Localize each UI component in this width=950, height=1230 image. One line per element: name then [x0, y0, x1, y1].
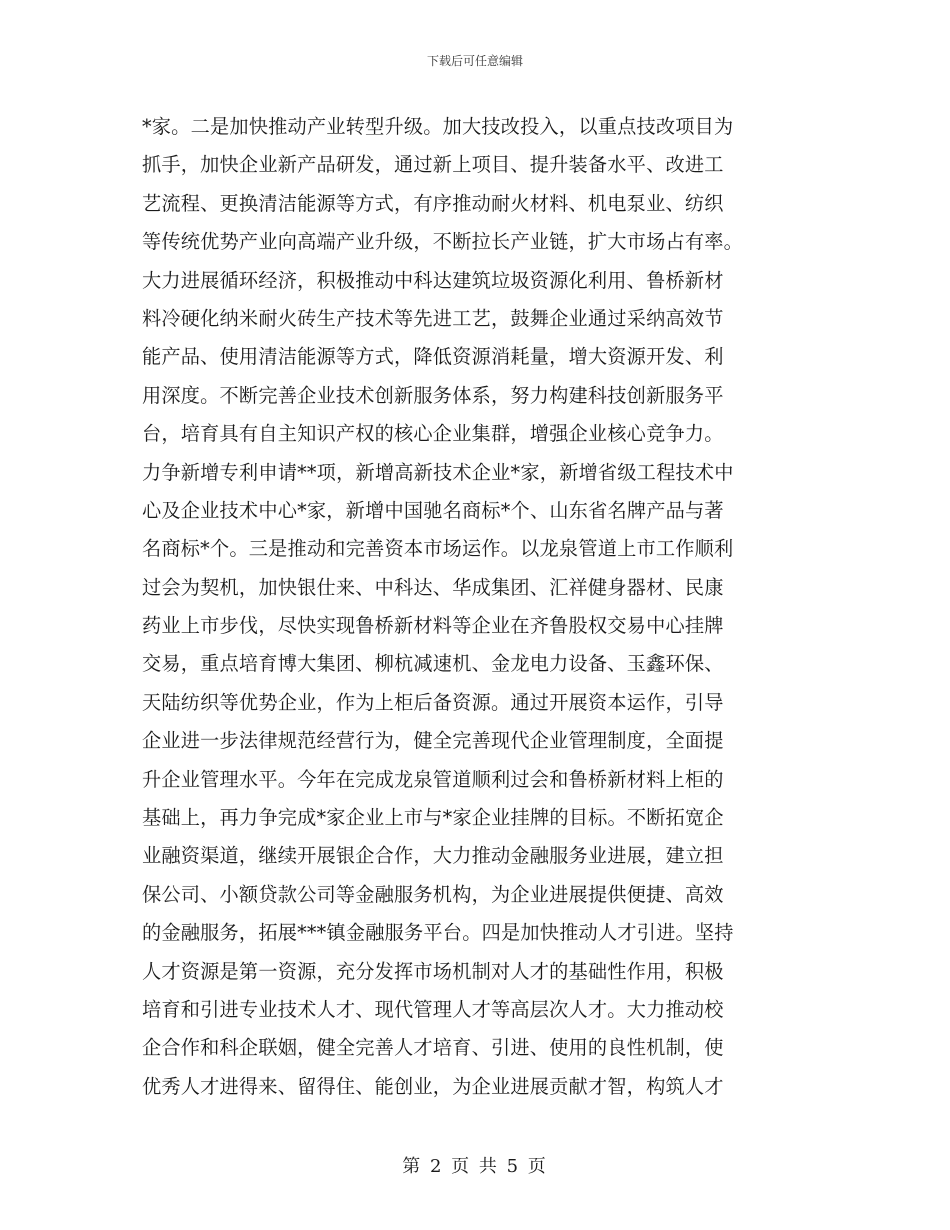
text-line: 药业上市步伐，尽快实现鲁桥新材料等企业在齐鲁股权交易中心挂牌 [142, 614, 724, 638]
text-line: 天陆纺织等优势企业，作为上柜后备资源。通过开展资本运作，引导 [142, 690, 724, 714]
text-line: 升企业管理水平。今年在完成龙泉管道顺利过会和鲁桥新材料上柜的 [142, 767, 724, 791]
text-line: 用深度。不断完善企业技术创新服务体系，努力构建科技创新服务平 [142, 383, 724, 407]
body-text [142, 108, 806, 1106]
text-line: 企合作和科企联姻，健全完善人才培育、引进、使用的良性机制，使 [142, 1036, 724, 1060]
page-number: 第 2 页 共 5 页 [402, 1156, 548, 1177]
text-line: 力争新增专利申请**项，新增高新技术企业*家，新增省级工程技术中 [142, 460, 734, 484]
text-line: 大力进展循环经济，积极推动中科达建筑垃圾资源化利用、鲁桥新材 [142, 268, 724, 292]
text-line: 的金融服务，拓展***镇金融服务平台。四是加快推动人才引进。坚持 [142, 921, 734, 945]
text-line: 企业进一步法律规范经营行为，健全完善现代企业管理制度，全面提 [142, 729, 724, 753]
text-line: 艺流程、更换清洁能源等方式，有序推动耐火材料、机电泵业、纺织 [142, 191, 724, 215]
text-line: 基础上，再力争完成*家企业上市与*家企业挂牌的目标。不断拓宽企 [142, 806, 724, 830]
text-line: 料冷硬化纳米耐火砖生产技术等先进工艺，鼓舞企业通过采纳高效节 [142, 306, 724, 330]
text-line: 心及企业技术中心*家，新增中国驰名商标*个、山东省名牌产品与著 [142, 498, 724, 522]
text-line: 保公司、小额贷款公司等金融服务机构，为企业进展提供便捷、高效 [142, 882, 724, 906]
text-line: 培育和引进专业技术人才、现代管理人才等高层次人才。大力推动校 [142, 997, 724, 1021]
text-line: 过会为契机，加快银仕来、中科达、华成集团、汇祥健身器材、民康 [142, 575, 724, 599]
page-header: 下载后可任意编辑 [426, 54, 523, 68]
text-line: 名商标*个。三是推动和完善资本市场运作。以龙泉管道上市工作顺利 [142, 537, 734, 561]
text-line: 等传统优势产业向高端产业升级，不断拉长产业链，扩大市场占有率。 [142, 230, 744, 254]
text-line: 交易，重点培育博大集团、柳杭减速机、金龙电力设备、玉鑫环保、 [142, 652, 724, 676]
text-line: 抓手，加快企业新产品研发，通过新上项目、提升装备水平、改进工 [142, 153, 724, 177]
text-line: 台，培育具有自主知识产权的核心企业集群，增强企业核心竞争力。 [142, 422, 724, 446]
text-line: 人才资源是第一资源，充分发挥市场机制对人才的基础性作用，积极 [142, 959, 724, 983]
text-line: 优秀人才进得来、留得住、能创业，为企业进展贡献才智，构筑人才 [142, 1074, 724, 1098]
text-line: 业融资渠道，继续开展银企合作，大力推动金融服务业进展，建立担 [142, 844, 724, 868]
text-line: 能产品、使用清洁能源等方式，降低资源消耗量，增大资源开发、利 [142, 345, 724, 369]
text-line: *家。二是加快推动产业转型升级。加大技改投入，以重点技改项目为 [142, 115, 734, 138]
